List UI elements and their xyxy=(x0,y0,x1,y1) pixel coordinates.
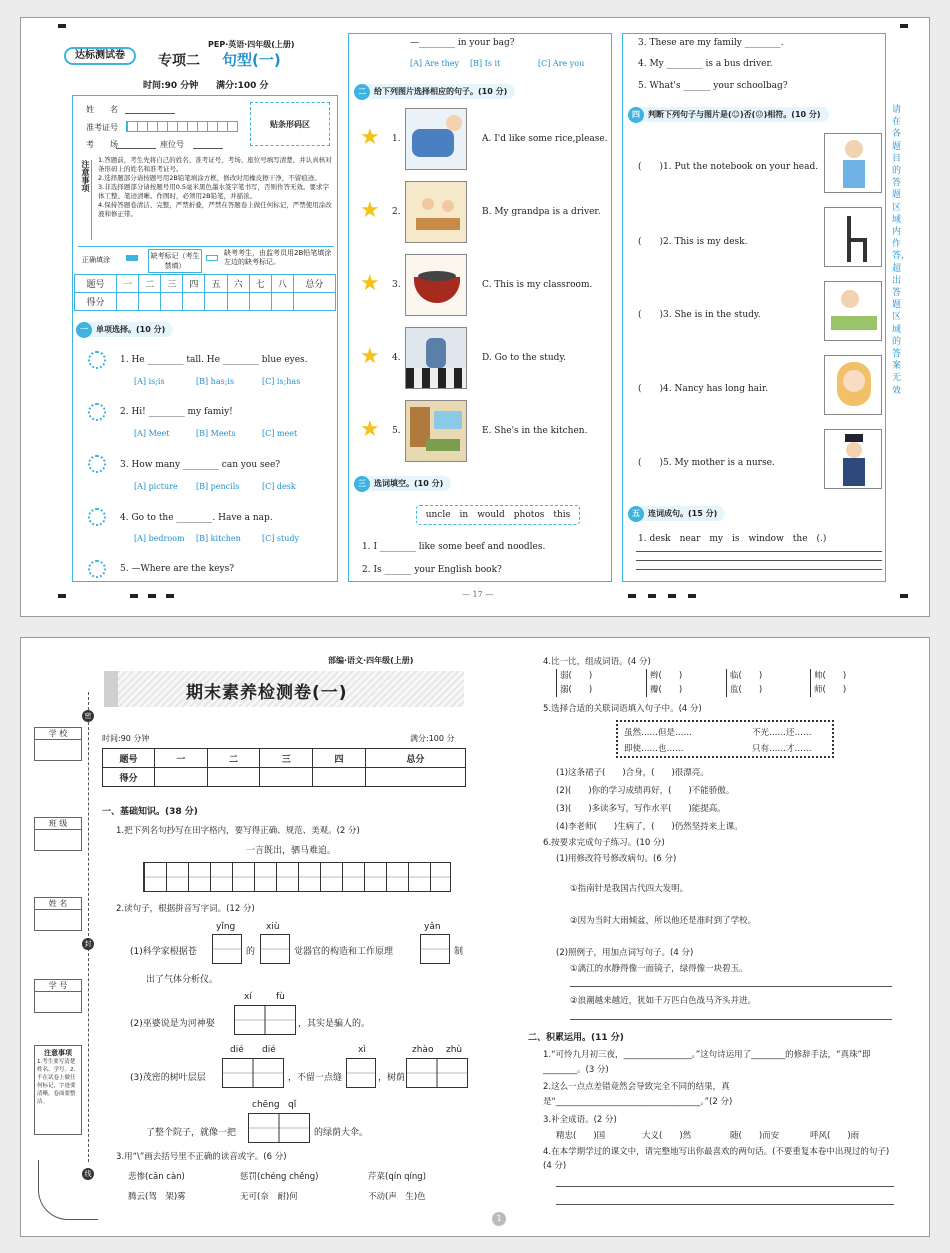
judge-item[interactable]: ( )5. My mother is a nurse. xyxy=(638,458,775,468)
fill-example xyxy=(78,246,334,270)
sentence-part: 了整个院子，就像一把 xyxy=(146,1128,237,1138)
judge-item[interactable]: ( )2. This is my desk. xyxy=(638,237,748,247)
seat-line xyxy=(193,148,223,149)
character-item[interactable]: 腾云(驾 架)雾 xyxy=(128,1192,186,1202)
idiom-item[interactable]: 大义( )然 xyxy=(642,1131,692,1141)
score-cell[interactable] xyxy=(227,293,249,311)
sentence-part: (1)科学家根据苍 xyxy=(130,947,197,957)
option[interactable]: [A] is;is xyxy=(134,377,165,386)
character-item[interactable]: 无可(奈 耐)何 xyxy=(240,1192,298,1202)
registration-mark xyxy=(648,594,656,598)
picture-number: 1. xyxy=(392,134,401,144)
question: 1.“可怜九月初三夜，________________。”这句诗运用了________的修辞手法，“真珠”即________。(3 分) xyxy=(543,1050,871,1075)
absent-label: 缺考标记（考生禁填） xyxy=(148,249,202,273)
question: 4. Go to the ________. Have a nap. xyxy=(120,513,273,523)
option[interactable]: [A] picture xyxy=(134,482,178,491)
pronunciation-item[interactable]: 惩罚(chéng chěng) xyxy=(240,1172,319,1182)
pinyin: zhào xyxy=(412,1045,434,1055)
sentence-part: ，树荫 xyxy=(378,1073,406,1083)
fill-item[interactable]: (2)( )你的学习成绩再好，( )不能骄傲。 xyxy=(556,786,735,796)
pronunciation-item[interactable]: 悲惨(cǎn càn) xyxy=(128,1172,185,1182)
section-2-header xyxy=(354,84,515,99)
word-item[interactable]: 弱( ) xyxy=(560,671,593,681)
word-item[interactable]: 瓣( ) xyxy=(650,685,683,695)
word-item[interactable]: 临( ) xyxy=(730,671,763,681)
sentence-part: (2)巫婆说是为河神娶 xyxy=(130,1019,215,1029)
star-icon: ★ xyxy=(360,198,380,223)
option[interactable]: [B] Meets xyxy=(196,429,236,438)
room-label: 考 场 xyxy=(86,140,118,149)
classroom-picture xyxy=(405,181,467,243)
pinyin: fù xyxy=(276,992,285,1002)
score-cell[interactable] xyxy=(313,768,366,787)
section-title: 连词成句。(15 分) xyxy=(648,509,718,518)
char-box[interactable] xyxy=(406,1058,468,1088)
notice-item: 2.选择题部分请按题号用2B铅笔填涂方框，修改时用橡皮擦干净，不留痕迹。 xyxy=(98,174,321,182)
name-field[interactable] xyxy=(34,897,82,931)
pinyin: xí xyxy=(244,992,252,1002)
section-title: 判断下列句子与图片是(☺)否(☹)相符。(10 分) xyxy=(648,110,821,119)
section-heading: 一、基础知识。(38 分) xyxy=(102,807,198,817)
score-cell[interactable] xyxy=(205,293,227,311)
score-head-cell: 总分 xyxy=(293,275,335,293)
boy-notebook-picture xyxy=(824,133,882,193)
answer-line[interactable] xyxy=(570,986,892,987)
question: 5. —Where are the keys? xyxy=(120,564,235,574)
pinyin: yǐng xyxy=(216,922,236,932)
registration-mark xyxy=(668,594,676,598)
class-label: 班 级 xyxy=(35,818,81,830)
score-head-cell: 总分 xyxy=(365,749,465,768)
flower-icon xyxy=(88,351,106,369)
character-item[interactable]: 不动(声 生)色 xyxy=(368,1192,426,1202)
binding-line xyxy=(88,692,89,1162)
notice-item: 1.答题前，考生先将自己的姓名、准考证号、考场、座位号填写清楚，并认真核对条形码上的姓名和准考证号。 xyxy=(98,156,332,173)
option[interactable]: [A] Are they xyxy=(410,59,460,68)
pinyin: xì xyxy=(358,1045,366,1055)
copy-sentence: 一言既出，驷马难追。 xyxy=(246,846,337,856)
char-box[interactable] xyxy=(234,1005,296,1035)
picture-number: 3. xyxy=(392,280,401,290)
conjunction: 虽然……但是…… xyxy=(624,728,693,738)
question: 1. I ________ like some beef and noodles. xyxy=(362,542,546,552)
word-item[interactable]: 监( ) xyxy=(730,685,763,695)
sub-question: (2)照例子，用加点词写句子。(4 分) xyxy=(556,948,694,958)
pinyin: dié xyxy=(230,1045,244,1055)
answer-line[interactable] xyxy=(556,1186,894,1187)
judge-item[interactable]: ( )1. Put the notebook on your head. xyxy=(638,162,819,172)
sentence-part: (3)茂密的树叶层层 xyxy=(130,1073,206,1083)
picture-number: 5. xyxy=(392,426,401,436)
exam-score: 满分:100 分 xyxy=(216,81,269,91)
question: 4.比一比，组成词语。(4 分) xyxy=(543,657,651,667)
score-head-cell: 题号 xyxy=(75,275,117,293)
option[interactable]: [C] Are you xyxy=(538,59,585,68)
question: 2. Hi! ________ my famiy! xyxy=(120,407,233,417)
option[interactable]: [B] has;is xyxy=(196,377,235,386)
score-head-cell: 题号 xyxy=(103,749,155,768)
chair-picture xyxy=(824,207,882,267)
registration-mark xyxy=(900,24,908,28)
sentence-item: ②因为当时大雨倾盆，所以他还是准时到了学校。 xyxy=(570,916,757,926)
score-table-header xyxy=(75,275,336,293)
score-row-label: 得分 xyxy=(75,293,117,311)
sentence-part: 的绿荫大伞。 xyxy=(314,1128,369,1138)
score-head-cell: 八 xyxy=(271,275,293,293)
seat-label: 座位号 xyxy=(160,140,184,149)
question: 2. Is ______ your English book? xyxy=(362,565,502,575)
option[interactable]: [C] study xyxy=(262,534,300,543)
barcode-area: 贴条形码区 xyxy=(250,102,330,146)
score-head-cell: 一 xyxy=(155,749,208,768)
char-box[interactable] xyxy=(222,1058,284,1088)
option[interactable]: [A] bedroom xyxy=(134,534,185,543)
seal-mark: 封 xyxy=(82,938,94,950)
char-box[interactable] xyxy=(420,934,450,964)
section-number: 三 xyxy=(354,476,370,492)
question: 1. He ________ tall. He ________ blue eyes. xyxy=(120,355,308,365)
score-cell[interactable] xyxy=(161,293,183,311)
score-head-cell: 四 xyxy=(183,275,205,293)
section-1-header xyxy=(76,322,173,337)
answer-line[interactable] xyxy=(636,551,882,552)
idiom-item[interactable]: 精忠( )国 xyxy=(556,1131,606,1141)
sub-question: (1)用修改符号修改病句。(6 分) xyxy=(556,854,677,864)
series-label: PEP·英语·四年级(上册) xyxy=(208,40,295,49)
word-item[interactable]: 溺( ) xyxy=(560,685,593,695)
registration-mark xyxy=(688,594,696,598)
char-box[interactable] xyxy=(260,934,290,964)
score-cell[interactable] xyxy=(293,293,335,311)
score-head-cell: 四 xyxy=(313,749,366,768)
option[interactable]: [C] is;has xyxy=(262,377,301,386)
star-icon: ★ xyxy=(360,125,380,150)
pinyin: yǎn xyxy=(424,922,441,932)
room-line xyxy=(116,148,156,149)
score-head-cell: 三 xyxy=(161,275,183,293)
star-icon: ★ xyxy=(360,417,380,442)
fill-item[interactable]: (4)李老师( )生病了，( )仍然坚持来上课。 xyxy=(556,822,743,832)
question: 1. desk near my is window the (.) xyxy=(638,534,827,544)
word-pair xyxy=(810,669,846,697)
man-picture xyxy=(824,429,882,489)
section-heading: 二、积累运用。(11 分) xyxy=(528,1033,624,1043)
flower-icon xyxy=(88,455,106,473)
fill-item[interactable]: (3)( )多读多写，写作水平( )能提高。 xyxy=(556,804,726,814)
sentence-part: ，其实是骗人的。 xyxy=(298,1019,371,1029)
score-head-cell: 七 xyxy=(249,275,271,293)
question: 1.把下列名句抄写在田字格内，要写得正确、规范、美观。(2 分) xyxy=(116,826,360,836)
score-row-label: 得分 xyxy=(103,768,155,787)
registration-mark xyxy=(900,594,908,598)
option[interactable]: [A] Meet xyxy=(134,429,170,438)
question: 5. What's ______ your schoolbag? xyxy=(638,81,788,91)
rice-bowl-picture xyxy=(405,254,467,316)
score-head-cell: 五 xyxy=(205,275,227,293)
picture-number: 4. xyxy=(392,353,401,363)
exam-time: 时间:90 分钟 xyxy=(102,734,150,743)
conjunction: 不光……还…… xyxy=(752,728,812,738)
flower-icon xyxy=(88,560,106,578)
word-pair xyxy=(646,669,682,697)
option[interactable]: [B] pencils xyxy=(196,482,240,491)
notes-text: 1.考生要写清楚姓名、学号。2.不在试卷上做任何标记，字迹要清晰，卷面要整洁。 xyxy=(37,1059,76,1105)
char-box[interactable] xyxy=(346,1058,376,1088)
question: 4.在本学期学过的课文中，请完整地写出你最喜欢的两句话。(不要重复本卷中出现过的句子)(4 分) xyxy=(543,1147,890,1171)
question: 4. My ________ is a bus driver. xyxy=(638,59,773,69)
section-number: 四 xyxy=(628,107,644,123)
star-icon: ★ xyxy=(360,344,380,369)
name-label: 姓 名 xyxy=(35,898,81,910)
word-item[interactable]: 师( ) xyxy=(814,685,847,695)
pinyin: zhù xyxy=(446,1045,463,1055)
answer-line[interactable] xyxy=(570,1019,892,1020)
middle-column xyxy=(348,33,612,582)
question: 3. These are my family ________. xyxy=(638,38,784,48)
idiom-item[interactable]: 呼风( )雨 xyxy=(810,1131,860,1141)
score-cell[interactable] xyxy=(365,768,465,787)
score-cell[interactable] xyxy=(117,293,139,311)
study-room-picture xyxy=(405,400,467,462)
registration-mark xyxy=(130,594,138,598)
sentence-item: ①指南针是我国古代四大发明。 xyxy=(570,884,689,894)
option[interactable]: [C] desk xyxy=(262,482,296,491)
score-head-cell: 二 xyxy=(207,749,260,768)
score-cell[interactable] xyxy=(207,768,260,787)
char-box[interactable] xyxy=(248,1113,310,1143)
girl-long-hair-picture xyxy=(824,355,882,415)
registration-mark xyxy=(166,594,174,598)
girl-study-picture xyxy=(824,281,882,341)
star-icon: ★ xyxy=(360,271,380,296)
notice-item: 3.非选择题部分请按题号用0.5毫米黑色墨水签字笔书写，否则作答无效。要求字体工整、笔迹清晰。作图时，必须用2B铅笔，并描浓。 xyxy=(98,183,330,200)
question: 3.用“\”画去括号里不正确的读音或字。(6 分) xyxy=(116,1152,287,1162)
exam-id-label: 准考证号 xyxy=(86,123,118,132)
section-number: 二 xyxy=(354,84,370,100)
section-title: 单项选择。(10 分) xyxy=(96,325,166,334)
score-table-row xyxy=(103,768,466,787)
question: 2.这么一点点差错竟然会导致完全不同的结果，真是“__________________________________。”(2 分) xyxy=(543,1082,733,1107)
pronunciation-item[interactable]: 芹菜(qín qíng) xyxy=(368,1172,427,1182)
word-pair xyxy=(556,669,592,697)
score-cell[interactable] xyxy=(155,768,208,787)
notes-title: 注意事项 xyxy=(44,1049,72,1057)
sentence-option: C. This is my classroom. xyxy=(482,280,593,290)
side-note: 请在各题目的答题区域内作答，超出答题区域的答案无效 xyxy=(892,105,911,396)
badge: 达标测试卷 xyxy=(64,47,136,65)
word-item[interactable]: 帅( ) xyxy=(814,671,847,681)
name-field-label: 姓 名 xyxy=(86,105,118,114)
score-table xyxy=(102,748,466,787)
sentence-item: ①漓江的水静得像一面镜子，绿得像一块碧玉。 xyxy=(570,964,748,974)
sentence-option: A. I'd like some rice,please. xyxy=(482,134,608,144)
question: 2.读句子，根据拼音写字词。(12 分) xyxy=(116,904,255,914)
pinyin: dié xyxy=(262,1045,276,1055)
char-box[interactable] xyxy=(212,934,242,964)
absent-note: 缺考考生，由监考员用2B铅笔填涂左边的缺考标记。 xyxy=(224,249,332,266)
option[interactable]: [C] meet xyxy=(262,429,298,438)
exam-time: 时间:90 分钟 xyxy=(143,81,199,91)
answer-line[interactable] xyxy=(556,1204,894,1205)
pinyin: xiù xyxy=(266,922,280,932)
registration-mark xyxy=(58,594,66,598)
idiom-item[interactable]: 随( )而安 xyxy=(730,1131,780,1141)
score-head-cell: 一 xyxy=(117,275,139,293)
registration-mark xyxy=(148,594,156,598)
score-cell[interactable] xyxy=(271,293,293,311)
option[interactable]: [B] Is it xyxy=(470,59,501,68)
sentence-option: B. My grandpa is a driver. xyxy=(482,207,601,217)
registration-mark xyxy=(628,594,636,598)
section-3-header xyxy=(354,476,451,491)
exam-score: 满分:100 分 xyxy=(410,734,455,743)
kitchen-picture xyxy=(405,327,467,389)
sentence-part: ，不留一点缝 xyxy=(288,1073,343,1083)
section-number: 五 xyxy=(628,506,644,522)
seal-mark: 密 xyxy=(82,710,94,722)
flower-icon xyxy=(88,508,106,526)
car-driver-picture xyxy=(405,108,467,170)
class-field[interactable] xyxy=(34,817,82,851)
pinyin: chēng xyxy=(252,1100,280,1110)
notice-text xyxy=(98,156,334,219)
section-title: 选词填空。(10 分) xyxy=(374,479,444,488)
question: 5.选择合适的关联词语填入句子中。(4 分) xyxy=(543,704,702,714)
page-number: — 17 — xyxy=(462,590,494,599)
picture-number: 2. xyxy=(392,207,401,217)
score-head-cell: 六 xyxy=(227,275,249,293)
name-field-line xyxy=(125,113,175,114)
exam-id-boxes[interactable] xyxy=(126,121,238,132)
question: 3.补全成语。(2 分) xyxy=(543,1115,617,1125)
score-table-row xyxy=(75,293,336,311)
score-head-cell: 二 xyxy=(139,275,161,293)
question: 6.按要求完成句子练习。(10 分) xyxy=(543,838,665,848)
conjunction: 只有……才…… xyxy=(752,744,812,754)
score-cell[interactable] xyxy=(139,293,161,311)
option[interactable]: [B] kitchen xyxy=(196,534,241,543)
sentence-part: 出了气体分析仪。 xyxy=(146,975,219,985)
school-field[interactable] xyxy=(34,727,82,761)
question: 3. How many ________ can you see? xyxy=(120,460,281,470)
flower-icon xyxy=(88,403,106,421)
answer-line[interactable] xyxy=(636,569,882,570)
topic-number: 专项二 xyxy=(158,53,200,69)
student-id-field[interactable] xyxy=(34,979,82,1013)
sentence-part: 的 xyxy=(246,947,256,957)
word-bank: uncle in would photos this xyxy=(416,505,580,525)
score-cell[interactable] xyxy=(183,293,205,311)
word-pair xyxy=(726,669,762,697)
judge-item[interactable]: ( )3. She is in the study. xyxy=(638,310,761,320)
word-item[interactable]: 辫( ) xyxy=(650,671,683,681)
conjunction-box xyxy=(616,720,834,758)
section-5-header xyxy=(628,506,725,521)
notice-title: 注意事项 xyxy=(78,160,92,240)
series-label: 部编·语文·四年级(上册) xyxy=(328,656,414,665)
absent-checkbox[interactable] xyxy=(206,255,218,261)
section-title: 给下列图片选择相应的句子。(10 分) xyxy=(374,87,508,96)
seal-mark: 线 xyxy=(82,1168,94,1180)
topic-title: 句型(一) xyxy=(222,51,281,69)
score-head-cell: 三 xyxy=(260,749,313,768)
score-cell[interactable] xyxy=(260,768,313,787)
score-cell[interactable] xyxy=(249,293,271,311)
conjunction: 即使……也…… xyxy=(624,744,684,754)
answer-line[interactable] xyxy=(636,560,882,561)
student-id-label: 学 号 xyxy=(35,980,81,992)
judge-item[interactable]: ( )4. Nancy has long hair. xyxy=(638,384,769,394)
score-table xyxy=(74,274,336,311)
sentence-part: 制 xyxy=(454,947,464,957)
fill-mark xyxy=(126,255,138,261)
notes-box xyxy=(34,1045,82,1135)
page-number: 1 xyxy=(492,1212,506,1226)
section-4-header xyxy=(628,107,829,122)
sentence-option: D. Go to the study. xyxy=(482,353,567,363)
notice-item: 4.保持答题卷清洁、完整，严禁折叠，严禁在答题卷上做任何标记，严禁使用涂改液和修正带。 xyxy=(98,201,332,218)
question: —________ in your bag? xyxy=(410,38,515,48)
section-number: 一 xyxy=(76,322,92,338)
score-table-header xyxy=(103,749,466,768)
fill-item[interactable]: (1)这条裙子( )合身，( )很漂亮。 xyxy=(556,768,709,778)
tianzige-grid[interactable] xyxy=(143,862,451,892)
sentence-option: E. She's in the kitchen. xyxy=(482,426,588,436)
fill-label: 正确填涂 xyxy=(82,256,110,264)
exam-title: 期末素养检测卷(一) xyxy=(186,683,348,703)
school-label: 学 校 xyxy=(35,728,81,740)
pinyin: qǐ xyxy=(288,1100,297,1110)
sentence-part: 觉器官的构造和工作原理 xyxy=(294,947,394,957)
sentence-item: ②浪潮越来越近，犹如千万匹白色战马齐头并进。 xyxy=(570,996,757,1006)
registration-mark xyxy=(58,24,66,28)
